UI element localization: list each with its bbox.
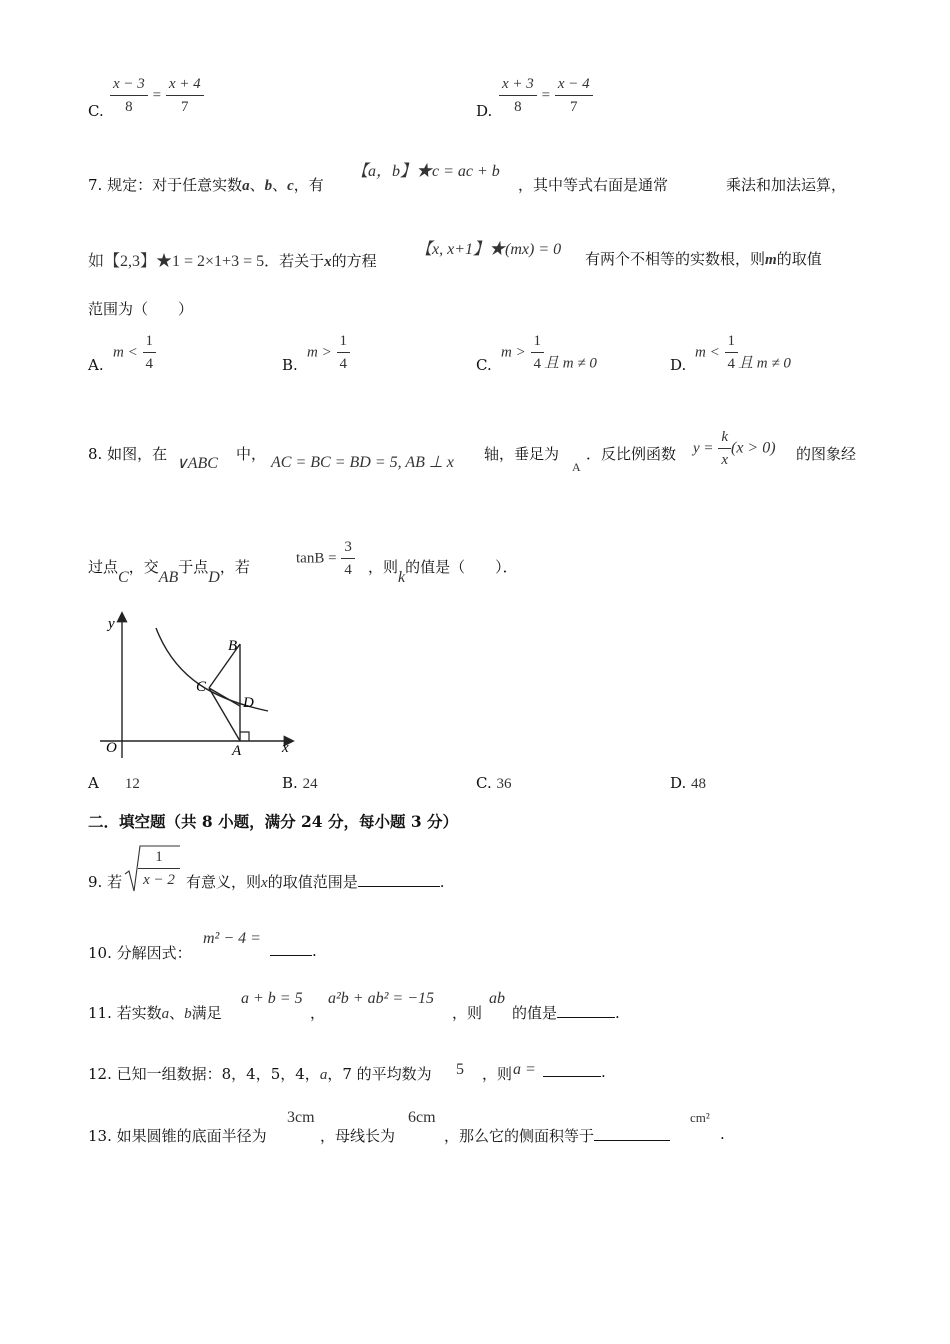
- q6-option-d-equation: $\frac{x + 3}{8}$ = $\frac{x - 4}{7}$: [499, 75, 593, 116]
- q13-radius: 3cm: [287, 1109, 315, 1126]
- q11-then: ，则: [452, 1004, 483, 1022]
- section-2-title: 二．填空题（共 8 小题，满分 24 分，每小题 3 分）: [88, 812, 459, 831]
- q13-pre: 13. 如果圆锥的底面半径为: [88, 1127, 267, 1145]
- q13-length: 6cm: [408, 1109, 436, 1126]
- q7-line-2-b: 有两个不相等的实数根，则m的取值: [585, 250, 822, 268]
- q7-option-a-expr: m < $\frac{1}{4}$: [113, 332, 156, 373]
- q8-option-c: C. 36: [476, 774, 512, 792]
- q11-eq1: a + b = 5: [241, 990, 303, 1007]
- q8-line-2-b: ，则k的值是（ ）．: [368, 558, 518, 586]
- q7-rule: 【a，b】★c = ac + b: [352, 163, 500, 180]
- right-angle-mark: [240, 732, 249, 741]
- q7-option-b-label: B.: [282, 356, 298, 374]
- q8-line-1-a: 8. 如图，在: [88, 445, 168, 463]
- q10-expr: m² − 4 =: [203, 930, 261, 947]
- q8-line-1-d: ．反比例函数: [586, 445, 677, 463]
- q7-line-1-c: 乘法和加法运算，: [726, 176, 847, 194]
- q7-option-c-label: C.: [476, 356, 492, 374]
- q8-option-b: B. 24: [282, 774, 318, 792]
- label-d: D: [243, 695, 254, 711]
- q7-option-d-label: D.: [670, 356, 687, 374]
- q12-then: ，则: [482, 1065, 513, 1083]
- q12-expr: a =: [513, 1061, 536, 1078]
- segment-ca: [209, 688, 240, 741]
- q7-line-1: 7. 规定：对于任意实数a、b、c，有: [88, 176, 324, 194]
- q12-pre: 12. 已知一组数据：8，4，5，4，a，7 的平均数为: [88, 1065, 432, 1083]
- label-a: A: [232, 743, 242, 759]
- q7-option-b-expr: m > $\frac{1}{4}$: [307, 332, 350, 373]
- q10-answer: .: [270, 942, 317, 960]
- label-b: B: [228, 638, 238, 654]
- q7-line-1-b: ，其中等式右面是通常: [518, 176, 669, 194]
- q8-tan: tanB = $\frac{3}{4}$: [296, 538, 355, 579]
- q7-line-2: 如【2,3】★1 = 2×1+3 = 5．若关于x的方程: [88, 252, 377, 270]
- q12-answer: .: [543, 1063, 606, 1081]
- q8-option-a: A 12: [88, 774, 140, 792]
- q7-line-3: 范围为（ ）: [88, 300, 194, 318]
- q7-equation: 【x, x+1】★(mx) = 0: [416, 241, 562, 258]
- q11-answer: 的值是 .: [512, 1004, 620, 1022]
- q13-unit: cm²: [690, 1110, 710, 1125]
- q8-line-1-b: 中，: [236, 445, 267, 463]
- q11-eq2: a²b + ab² = −15: [328, 990, 434, 1007]
- q8-line-1-c: 轴，垂足为: [484, 445, 560, 463]
- q8-triangle: ∨ABC: [176, 455, 218, 472]
- q12-five: 5: [456, 1061, 464, 1078]
- q10-pre: 10. 分解因式：: [88, 944, 192, 962]
- q7-option-d-expr: m < $\frac{1}{4}$ 且 m ≠ 0: [695, 333, 791, 372]
- q7-option-c-expr: m > $\frac{1}{4}$ 且 m ≠ 0: [501, 333, 597, 372]
- q7-option-a-label: A.: [88, 356, 104, 374]
- q9-text: 有意义，则x的取值范围是 .: [186, 873, 445, 891]
- q11-comma: ，: [310, 1004, 326, 1022]
- q8-line-2: 过点C，交AB于点D，若: [88, 558, 250, 586]
- q8-figure: [96, 608, 306, 760]
- q8-foot: A: [572, 460, 581, 474]
- label-o: O: [106, 740, 117, 756]
- q9-pre: 9. 若: [88, 873, 123, 891]
- q13-mid2: ，那么它的侧面积等于: [444, 1125, 670, 1146]
- q13-end: .: [720, 1125, 725, 1143]
- q8-option-d: D. 48: [670, 774, 707, 792]
- q11-pre: 11. 若实数a、b满足: [88, 1004, 222, 1022]
- q6-option-c-label: C.: [88, 102, 104, 120]
- q8-line-1-e: 的图象经: [796, 445, 857, 463]
- label-y: y: [108, 616, 115, 632]
- q8-condition: AC = BC = BD = 5, AB ⊥ x: [271, 454, 454, 471]
- label-c: C: [196, 679, 207, 695]
- label-x: x: [282, 740, 289, 756]
- q13-mid: ，母线长为: [320, 1127, 396, 1145]
- q8-function: y = $\frac{k}{x}$ (x > 0): [693, 429, 776, 468]
- q11-eq3: ab: [489, 990, 505, 1007]
- q6-option-c-equation: $\frac{x - 3}{8}$ = $\frac{x + 4}{7}$: [110, 75, 204, 116]
- q6-option-d-label: D.: [476, 102, 493, 120]
